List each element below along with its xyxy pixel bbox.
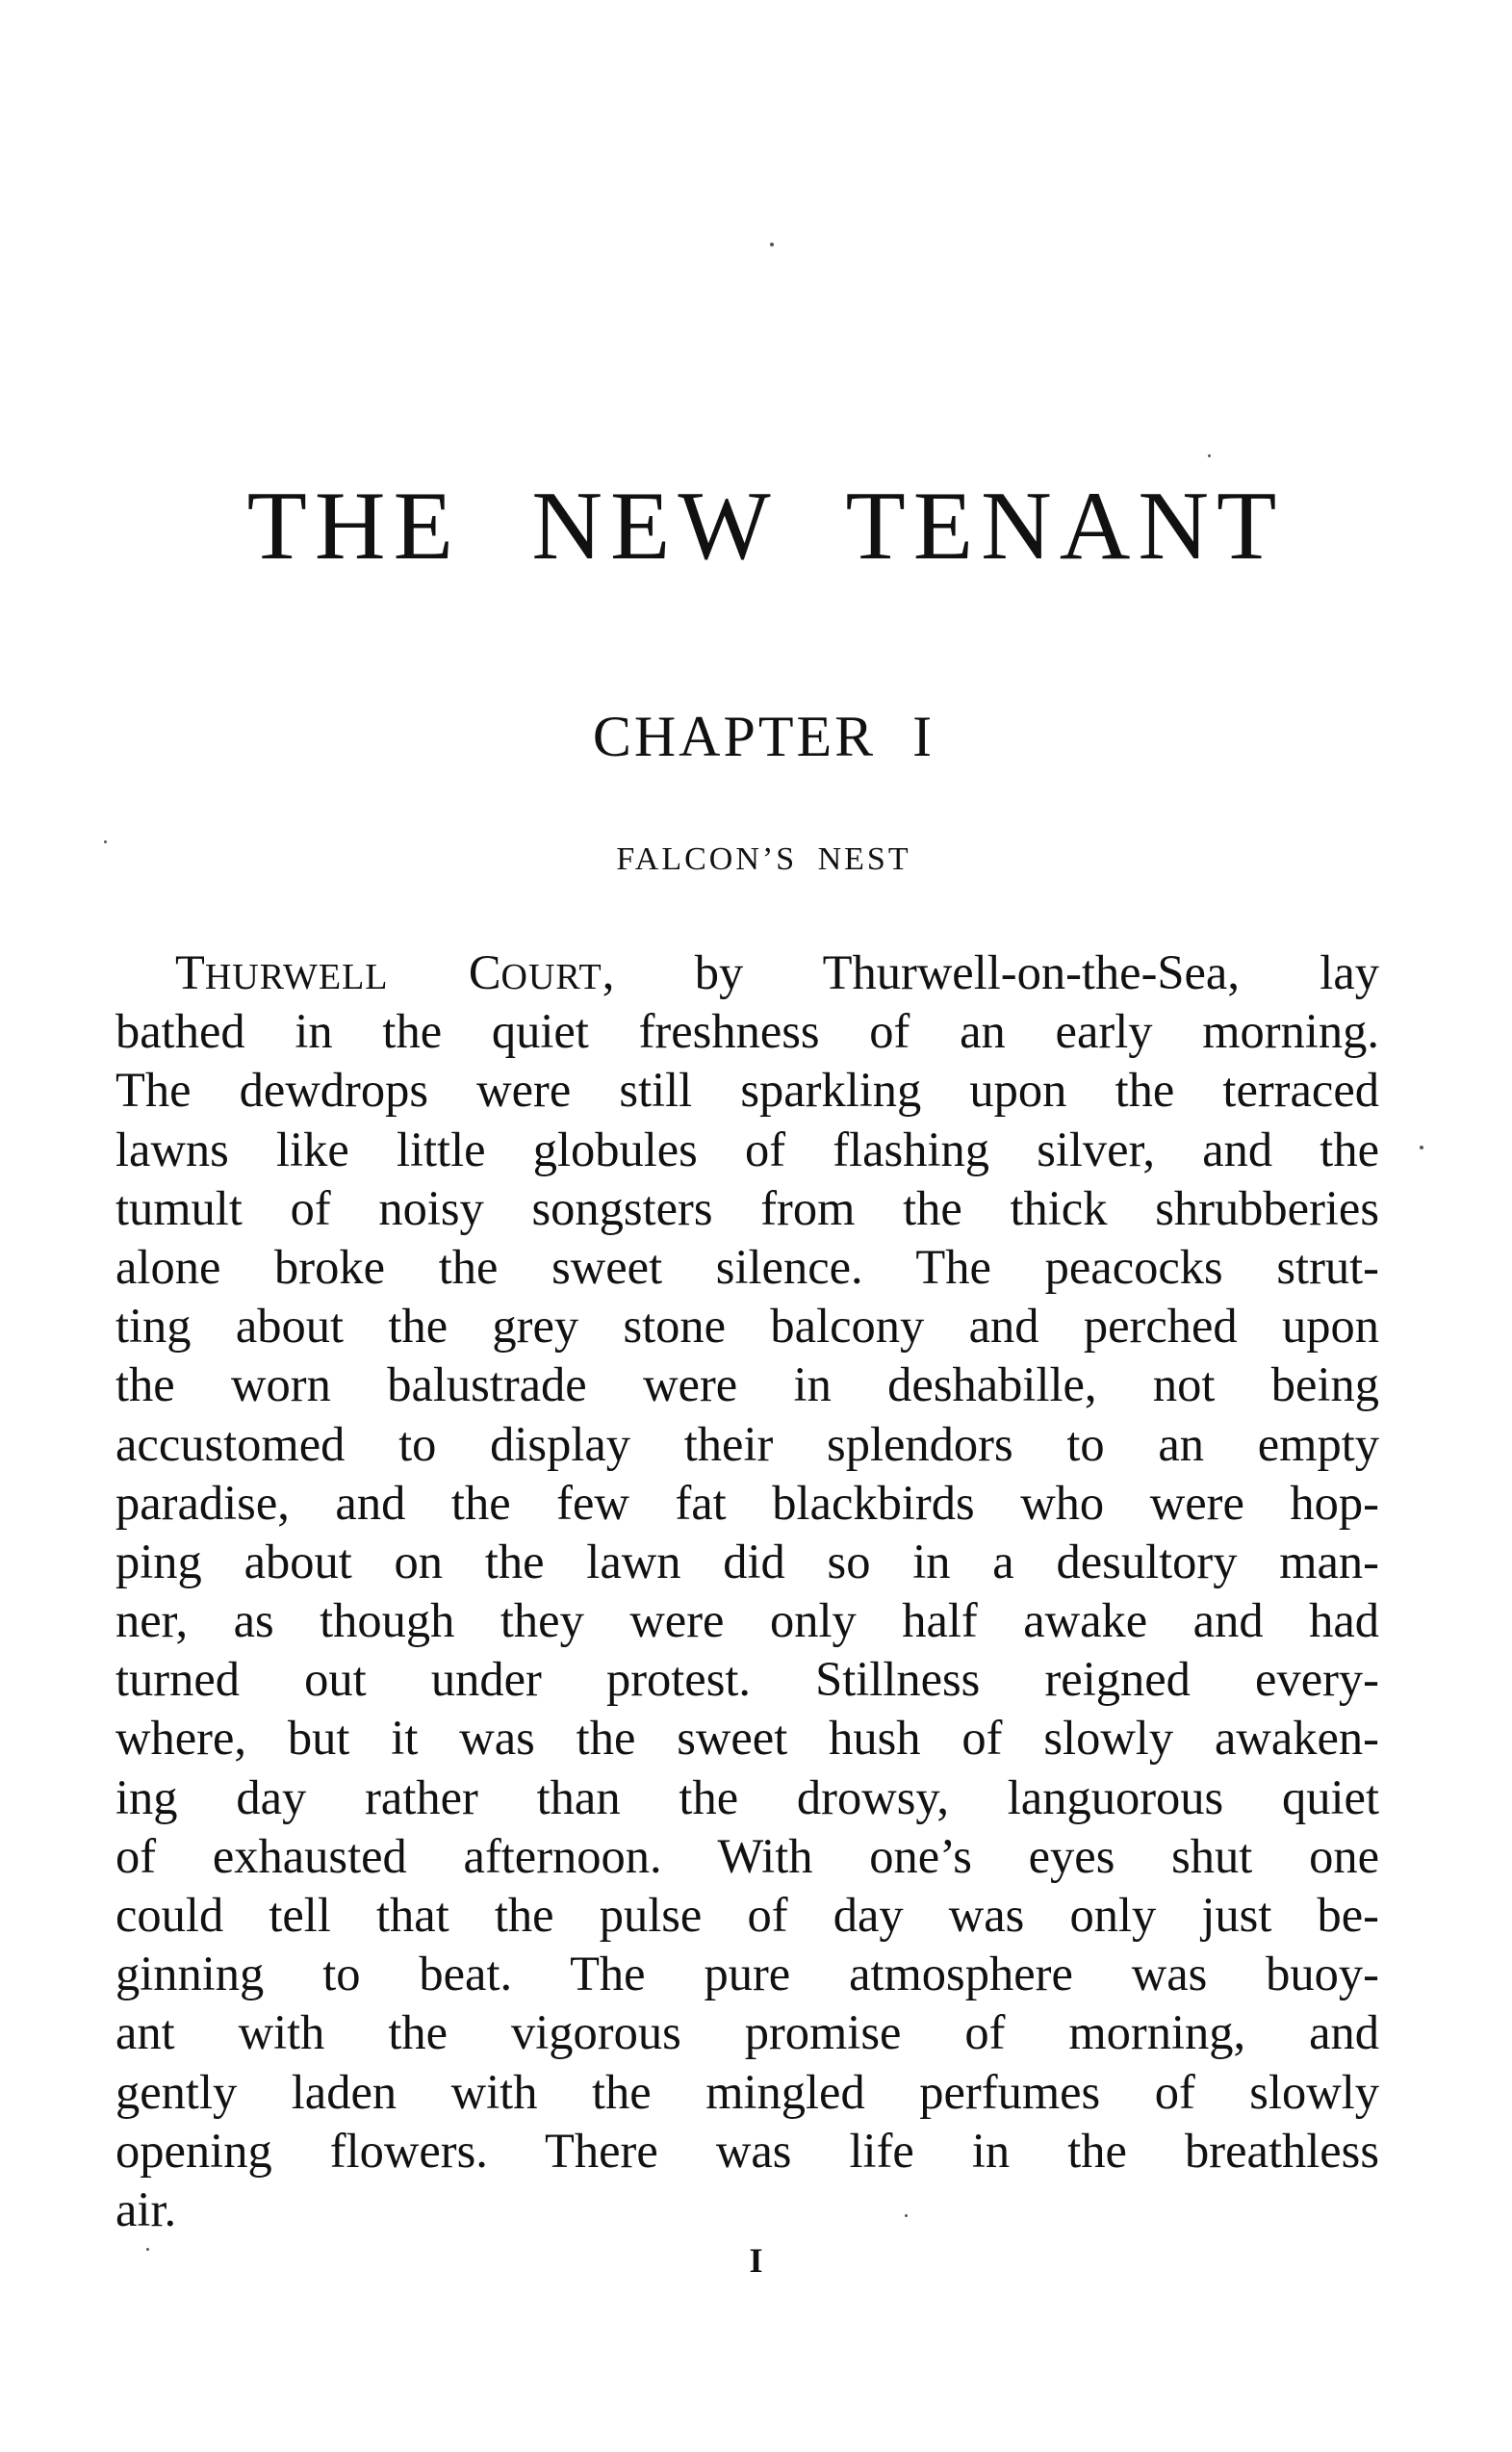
paper-speck <box>146 2248 149 2251</box>
paragraph-line: bathed in the quiet freshness of an early morning. <box>115 1004 1379 1059</box>
paragraph-line: of exhausted afternoon. With one’s eyes shut one <box>115 1828 1379 1883</box>
paragraph-line: ant with the vigorous promise of morning, and <box>115 2005 1379 2060</box>
book-title: THE NEW TENANT <box>246 472 1285 581</box>
paper-speck <box>905 2214 908 2217</box>
chapter-heading: CHAPTER I <box>592 705 935 768</box>
first-line-remainder: , by Thurwell-on-the-Sea, lay <box>602 945 1379 999</box>
chapter-subtitle: FALCON’S NEST <box>616 841 911 877</box>
smallcaps-rest: OURT <box>500 957 602 997</box>
paragraph-line: turned out under protest. Stillness reigned every- <box>115 1652 1379 1707</box>
paragraph-line: ner, as though they were only half awake and had <box>115 1593 1379 1648</box>
paragraph-line: gently laden with the mingled perfumes of slowly <box>115 2064 1379 2119</box>
paragraph-line: ting about the grey stone balcony and perched upon <box>115 1299 1379 1354</box>
paragraph-line: where, but it was the sweet hush of slowly awaken- <box>115 1711 1379 1766</box>
paragraph-line: lawns like little globules of flashing silver, and the <box>115 1122 1379 1176</box>
paragraph-line: accustomed to display their splendors to an empty <box>115 1416 1379 1471</box>
paper-speck <box>104 840 107 843</box>
paragraph-line: air. <box>115 2181 177 2236</box>
paragraph-line: could tell that the pulse of day was only just be- <box>115 1888 1379 1942</box>
paper-speck <box>770 243 774 246</box>
paper-speck <box>1208 454 1211 457</box>
page-number: I <box>749 2241 763 2280</box>
paragraph-line-1 <box>115 943 1379 1002</box>
paragraph-line: opening flowers. There was life in the breathless <box>115 2123 1379 2178</box>
paragraph-line: The dewdrops were still sparkling upon the terraced <box>115 1063 1379 1118</box>
smallcaps-rest: HURWELL <box>204 957 389 997</box>
paragraph-line: ping about on the lawn did so in a desultory man- <box>115 1534 1379 1588</box>
paragraph-line: the worn balustrade were in deshabille, not being <box>115 1357 1379 1412</box>
chapter-paragraph <box>115 943 1379 2239</box>
smallcaps-initial: T <box>175 945 205 999</box>
smallcaps-initial: C <box>468 945 501 999</box>
paragraph-line: tumult of noisy songsters from the thick shrubberies <box>115 1180 1379 1235</box>
paragraph-line: ing day rather than the drowsy, languorous quiet <box>115 1769 1379 1824</box>
paper-speck <box>1420 1146 1423 1149</box>
paragraph-line: alone broke the sweet silence. The peacocks strut- <box>115 1239 1379 1294</box>
paragraph-line: paradise, and the few fat blackbirds who were hop- <box>115 1475 1379 1530</box>
paragraph-line: ginning to beat. The pure atmosphere was buoy- <box>115 1947 1379 2001</box>
